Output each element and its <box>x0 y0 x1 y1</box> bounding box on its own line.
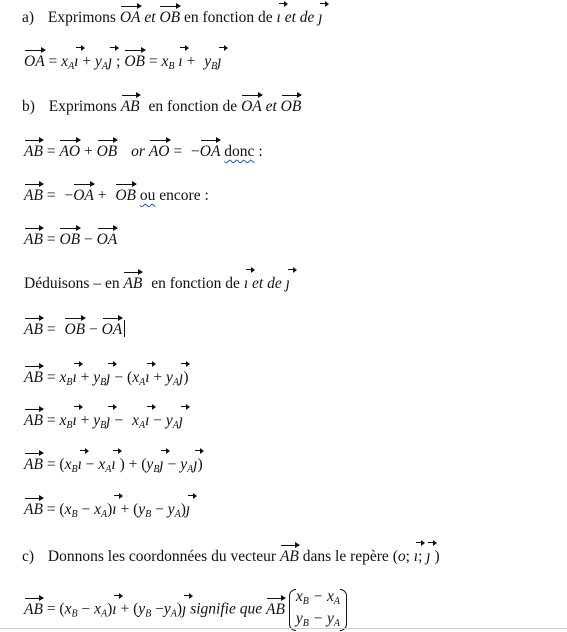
word-et: et <box>144 9 156 26</box>
section-c-text2: dans le repère <box>302 548 389 565</box>
deduisons-line: Déduisons – en AB en fonction de ı et de ȷ <box>24 268 290 295</box>
equation-ab-1: AB = OB − OA <box>24 314 125 341</box>
equation-ab-2: AB = $x_Bı$ + $y_Bȷ$ − ($x_Aı$ + $y_Aȷ$) <box>24 362 189 394</box>
word-donc: donc <box>224 143 255 160</box>
word-de: de <box>299 9 315 26</box>
word-et: et <box>265 98 277 115</box>
section-b-text: Exprimons <box>48 98 117 115</box>
equation-coordinates: AB = ($x_B$ − $x_A)ı + (y_B$ $-y_A)ȷ$ signifie que AB $x_B - x_A$ $y_B - y_A$ <box>24 588 347 632</box>
word-ou: ou <box>139 187 156 204</box>
section-a-heading: a) Exprimons OA et OB en fonction de ı et de ȷ <box>22 2 323 29</box>
section-c-text: Donnons les coordonnées du vecteur <box>47 548 277 565</box>
equation-ab-4: AB = ($x_Bı$ − $x_Aı$ ) + ($y_Bȷ$ − $y_Aȷ$) <box>24 449 203 481</box>
word-et: et <box>252 275 264 292</box>
section-a-text2: en fonction de <box>183 9 273 26</box>
page-bottom-edge <box>0 628 567 629</box>
word-encore: encore : <box>159 187 209 204</box>
word-deduisons: Déduisons – en <box>24 275 120 292</box>
section-b-marker: b) <box>22 98 35 115</box>
section-c-marker: c) <box>22 548 35 565</box>
equation-ab-5: AB = ($x_B$ − $x_A)ı + (y_B$ − $y_A)ȷ$ <box>24 494 190 526</box>
word-et: et <box>284 9 296 26</box>
coordinates-matrix: $x_B - x_A$ $y_B - y_A$ <box>289 588 347 632</box>
word-or: or <box>131 143 145 160</box>
equation-ob-minus-oa: AB = OB − OA <box>24 224 117 251</box>
section-a-text: Exprimons <box>47 9 116 26</box>
section-c-heading: c) Donnons les coordonnées du vecteur AB dans le repère (o; ı; ȷ ) <box>22 541 440 568</box>
equation-ab-3: AB = $x_Bı$ + $y_Bȷ$ − $x_Aı$ − $y_Aȷ$ <box>24 405 183 437</box>
section-a-marker: a) <box>22 9 35 26</box>
section-b-text2: en fonction de <box>148 98 238 115</box>
equation-minus-oa: AB = −OA + OB ou encore : <box>24 180 209 207</box>
word-signifie: signifie que <box>190 600 263 618</box>
equation-oa-ob: OA = $x_Aı$ + $y_Aȷ$ ; OB = $x_B$ ı + $y_Bȷ$ <box>24 46 222 78</box>
text-cursor <box>124 320 125 337</box>
word-de: de <box>267 275 282 292</box>
section-b-heading: b) Exprimons AB en fonction de OA et OB <box>22 91 301 118</box>
word-fonction: en fonction de <box>151 275 240 292</box>
colon: : <box>258 143 263 160</box>
equation-chasles: AB = AO + OB or AO = −OA donc : <box>24 136 263 163</box>
